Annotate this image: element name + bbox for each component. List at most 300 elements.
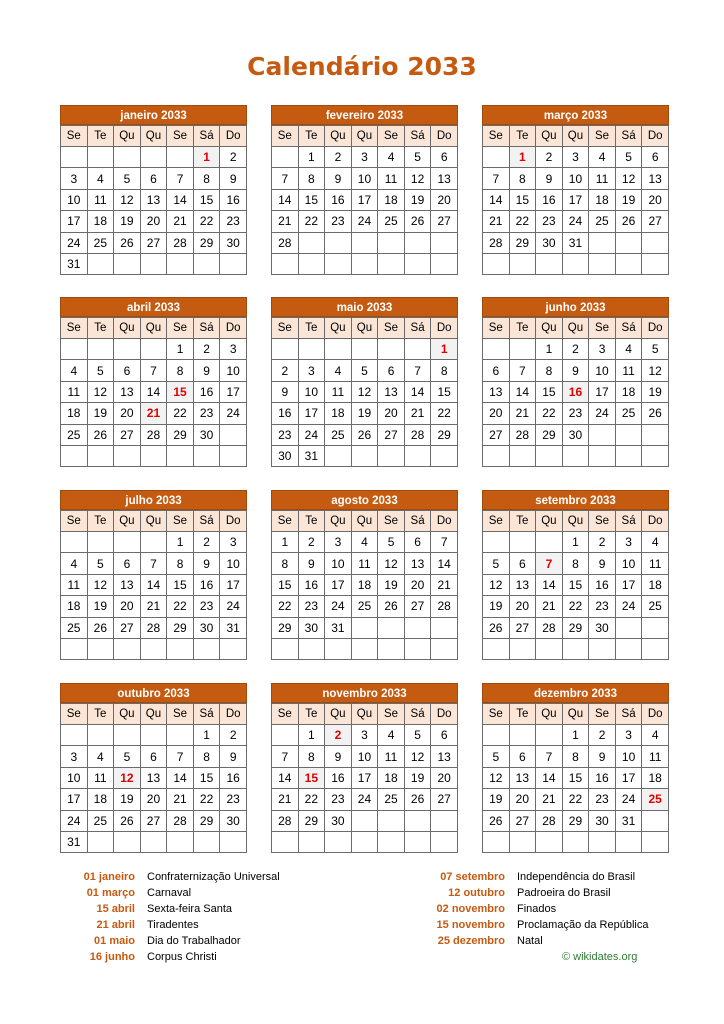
day-cell: 25 [378,211,405,232]
day-cell: 30 [220,810,247,831]
weekday-header: Te [298,318,325,339]
empty-cell [61,339,88,360]
weekday-header: Qu [325,704,352,725]
empty-cell [272,147,299,168]
day-cell: 20 [642,189,669,210]
week-row [483,617,669,638]
empty-cell [431,253,458,274]
day-cell: 2 [220,147,247,168]
week-row [272,189,458,210]
weekday-header: Se [167,704,194,725]
empty-cell [483,445,510,466]
week-row [61,553,247,574]
holiday-day-cell: 16 [562,381,589,402]
empty-cell [431,232,458,253]
week-row [272,232,458,253]
day-cell: 20 [114,403,141,424]
day-cell: 9 [220,746,247,767]
empty-cell [509,725,536,746]
empty-cell [642,445,669,466]
day-cell: 19 [87,403,114,424]
day-cell: 19 [483,789,510,810]
day-cell: 25 [615,403,642,424]
month-grid [482,703,669,853]
empty-cell [325,339,352,360]
weekday-header: Se [589,704,616,725]
day-cell: 10 [562,168,589,189]
weekday-header: Se [378,704,405,725]
day-cell: 27 [404,596,431,617]
day-cell: 16 [272,403,299,424]
month-grid [482,125,669,275]
day-cell: 5 [114,746,141,767]
day-cell: 10 [61,767,88,788]
weekday-header: Qu [562,318,589,339]
day-cell: 18 [351,574,378,595]
week-row [272,617,458,638]
day-cell: 15 [193,189,220,210]
empty-cell [87,339,114,360]
empty-cell [87,638,114,659]
day-cell: 23 [272,424,299,445]
month-title: março 2033 [482,105,669,125]
day-cell: 29 [272,617,299,638]
month-title: outubro 2033 [60,683,247,703]
day-cell: 2 [325,147,352,168]
empty-cell [642,638,669,659]
day-cell: 19 [404,767,431,788]
day-cell: 2 [298,532,325,553]
day-cell: 27 [431,211,458,232]
day-cell: 20 [509,789,536,810]
day-cell: 7 [167,746,194,767]
day-cell: 27 [509,810,536,831]
empty-cell [404,617,431,638]
day-cell: 6 [431,147,458,168]
weekday-header: Qu [536,511,563,532]
day-cell: 10 [298,381,325,402]
day-cell: 4 [61,553,88,574]
day-cell: 29 [431,424,458,445]
day-cell: 17 [351,189,378,210]
holiday-day-cell: 15 [298,767,325,788]
day-cell: 25 [351,596,378,617]
month-grid [271,510,458,660]
weekday-header: Te [509,511,536,532]
day-cell: 22 [167,596,194,617]
holiday-date: 15 novembro [436,919,505,931]
holiday-name: Dia do Trabalhador [147,935,241,947]
empty-cell [483,638,510,659]
empty-cell [325,638,352,659]
week-row [483,574,669,595]
day-cell: 9 [562,360,589,381]
week-row [483,381,669,402]
day-cell: 19 [378,574,405,595]
week-row [272,360,458,381]
empty-cell [87,831,114,852]
empty-cell [167,253,194,274]
day-cell: 25 [642,596,669,617]
empty-cell [589,424,616,445]
weekday-header: Qu [140,704,167,725]
holiday-date: 01 janeiro [83,871,135,883]
holiday-item [30,917,280,933]
day-cell: 9 [193,360,220,381]
weekday-header: Sá [615,704,642,725]
empty-cell [378,232,405,253]
empty-cell [615,831,642,852]
day-cell: 17 [298,403,325,424]
empty-cell [167,445,194,466]
holiday-item [400,869,648,885]
month-title: julho 2033 [60,490,247,510]
day-cell: 4 [87,168,114,189]
holiday-name: Proclamação da República [517,919,649,931]
weekday-header: Se [61,511,88,532]
week-row [61,596,247,617]
holiday-date: 15 abril [96,903,135,915]
holiday-item [400,933,648,949]
day-cell: 31 [220,617,247,638]
day-cell: 30 [536,232,563,253]
day-cell: 22 [509,211,536,232]
week-row [61,381,247,402]
day-cell: 13 [140,189,167,210]
empty-cell [325,253,352,274]
day-cell: 28 [167,232,194,253]
day-cell: 1 [536,339,563,360]
day-cell: 21 [536,789,563,810]
empty-cell [220,445,247,466]
day-cell: 4 [589,147,616,168]
day-cell: 29 [193,232,220,253]
day-cell: 27 [431,789,458,810]
empty-cell [298,253,325,274]
weekday-header: Te [298,511,325,532]
month-title: junho 2033 [482,297,669,317]
week-row [483,638,669,659]
empty-cell [562,253,589,274]
empty-cell [272,253,299,274]
empty-cell [642,232,669,253]
empty-cell [325,232,352,253]
week-row [483,725,669,746]
day-cell: 7 [404,360,431,381]
day-cell: 6 [378,360,405,381]
weekday-header: Se [272,511,299,532]
day-cell: 14 [272,189,299,210]
empty-cell [509,831,536,852]
day-cell: 29 [509,232,536,253]
empty-cell [87,147,114,168]
weekday-header: Do [220,126,247,147]
day-cell: 22 [562,596,589,617]
day-cell: 4 [615,339,642,360]
weekday-header: Qu [325,511,352,532]
day-cell: 10 [220,553,247,574]
day-cell: 26 [642,403,669,424]
weekday-header: Se [61,126,88,147]
weekday-header: Qu [351,318,378,339]
empty-cell [615,253,642,274]
holiday-name: Padroeira do Brasil [517,887,611,899]
month-block [60,683,247,853]
day-cell: 28 [272,232,299,253]
day-cell: 5 [87,360,114,381]
week-row [61,617,247,638]
day-cell: 27 [509,617,536,638]
weekday-header: Sá [404,318,431,339]
day-cell: 1 [167,532,194,553]
day-cell: 12 [87,381,114,402]
day-cell: 23 [589,789,616,810]
holiday-date: 16 junho [89,951,135,963]
day-cell: 26 [404,789,431,810]
day-cell: 15 [431,381,458,402]
day-cell: 10 [351,746,378,767]
day-cell: 27 [114,424,141,445]
day-cell: 1 [167,339,194,360]
weekday-header: Qu [351,704,378,725]
day-cell: 27 [114,617,141,638]
day-cell: 22 [536,403,563,424]
empty-cell [615,445,642,466]
empty-cell [404,810,431,831]
empty-cell [642,424,669,445]
month-grid [60,510,247,660]
day-cell: 25 [87,232,114,253]
week-row [483,789,669,810]
holiday-day-cell: 2 [325,725,352,746]
weekday-header: Qu [351,126,378,147]
holiday-name: Sexta-feira Santa [147,903,232,915]
day-cell: 16 [325,189,352,210]
empty-cell [193,445,220,466]
day-cell: 4 [642,532,669,553]
holiday-item [30,869,280,885]
week-row [272,574,458,595]
empty-cell [589,445,616,466]
day-cell: 19 [87,596,114,617]
day-cell: 1 [562,532,589,553]
weekday-header: Do [220,511,247,532]
month-grid [60,317,247,467]
day-cell: 20 [140,789,167,810]
month-block [271,105,458,275]
empty-cell [509,339,536,360]
weekday-header: Se [61,318,88,339]
weekday-header: Qu [325,318,352,339]
weekday-header: Te [509,318,536,339]
day-cell: 11 [615,360,642,381]
empty-cell [140,532,167,553]
day-cell: 12 [483,767,510,788]
day-cell: 28 [140,617,167,638]
day-cell: 18 [378,767,405,788]
day-cell: 6 [483,360,510,381]
day-cell: 12 [404,746,431,767]
week-row [61,574,247,595]
day-cell: 2 [272,360,299,381]
day-cell: 7 [483,168,510,189]
day-cell: 16 [589,574,616,595]
day-cell: 24 [220,403,247,424]
day-cell: 23 [193,596,220,617]
day-cell: 15 [272,574,299,595]
day-cell: 14 [483,189,510,210]
month-block [271,683,458,853]
day-cell: 13 [378,381,405,402]
day-cell: 4 [351,532,378,553]
weekday-header: Te [298,704,325,725]
empty-cell [642,253,669,274]
month-block [60,490,247,660]
day-cell: 10 [351,168,378,189]
day-cell: 24 [351,211,378,232]
day-cell: 17 [220,381,247,402]
day-cell: 29 [562,617,589,638]
empty-cell [351,339,378,360]
holiday-name: Tiradentes [147,919,199,931]
week-row [272,211,458,232]
empty-cell [220,253,247,274]
empty-cell [483,253,510,274]
weekday-header: Sá [193,511,220,532]
day-cell: 3 [351,725,378,746]
day-cell: 12 [404,168,431,189]
day-cell: 26 [615,211,642,232]
week-row [483,831,669,852]
credit-link[interactable]: © wikidates.org [562,951,638,963]
empty-cell [167,147,194,168]
day-cell: 16 [193,574,220,595]
empty-cell [351,445,378,466]
empty-cell [272,725,299,746]
holiday-list-right [400,869,648,949]
week-row [272,553,458,574]
day-cell: 15 [509,189,536,210]
day-cell: 20 [483,403,510,424]
day-cell: 21 [431,574,458,595]
week-row [483,424,669,445]
week-row [61,168,247,189]
weekday-header: Te [298,126,325,147]
day-cell: 13 [483,381,510,402]
day-cell: 19 [615,189,642,210]
empty-cell [378,831,405,852]
day-cell: 27 [642,211,669,232]
weekday-header: Qu [536,318,563,339]
weekday-header: Se [272,704,299,725]
week-row [61,189,247,210]
day-cell: 22 [167,403,194,424]
day-cell: 10 [615,746,642,767]
empty-cell [272,339,299,360]
day-cell: 13 [431,168,458,189]
week-row [272,445,458,466]
week-row [61,789,247,810]
day-cell: 8 [272,553,299,574]
holiday-day-cell: 1 [193,147,220,168]
day-cell: 3 [61,746,88,767]
weekday-header: Do [642,704,669,725]
empty-cell [378,339,405,360]
day-cell: 10 [220,360,247,381]
day-cell: 24 [351,789,378,810]
week-row [61,725,247,746]
day-cell: 3 [325,532,352,553]
month-block [60,297,247,467]
day-cell: 3 [220,532,247,553]
day-cell: 23 [589,596,616,617]
day-cell: 28 [404,424,431,445]
empty-cell [114,253,141,274]
empty-cell [431,445,458,466]
day-cell: 5 [351,360,378,381]
day-cell: 8 [562,746,589,767]
holiday-day-cell: 15 [167,381,194,402]
day-cell: 16 [220,189,247,210]
week-row [61,360,247,381]
day-cell: 3 [615,532,642,553]
day-cell: 31 [61,831,88,852]
weekday-header: Sá [193,704,220,725]
week-row [483,767,669,788]
day-cell: 13 [642,168,669,189]
empty-cell [61,638,88,659]
day-cell: 14 [509,381,536,402]
day-cell: 28 [509,424,536,445]
day-cell: 11 [325,381,352,402]
week-row [272,532,458,553]
day-cell: 5 [404,725,431,746]
day-cell: 30 [589,617,616,638]
week-row [272,381,458,402]
week-row [483,189,669,210]
day-cell: 5 [642,339,669,360]
week-row [483,596,669,617]
day-cell: 25 [61,424,88,445]
empty-cell [114,725,141,746]
empty-cell [562,445,589,466]
week-row [61,810,247,831]
day-cell: 11 [378,746,405,767]
holiday-item [30,949,280,965]
day-cell: 29 [167,424,194,445]
day-cell: 18 [61,403,88,424]
day-cell: 15 [562,767,589,788]
day-cell: 15 [193,767,220,788]
day-cell: 13 [404,553,431,574]
day-cell: 10 [61,189,88,210]
day-cell: 19 [404,189,431,210]
week-row [61,424,247,445]
weekday-header: Te [87,511,114,532]
empty-cell [589,831,616,852]
day-cell: 19 [114,211,141,232]
empty-cell [114,831,141,852]
day-cell: 25 [589,211,616,232]
week-row [272,831,458,852]
day-cell: 11 [61,574,88,595]
day-cell: 7 [272,168,299,189]
weekday-header: Se [483,318,510,339]
empty-cell [298,339,325,360]
day-cell: 5 [483,746,510,767]
weekday-header: Se [378,126,405,147]
week-row [61,253,247,274]
